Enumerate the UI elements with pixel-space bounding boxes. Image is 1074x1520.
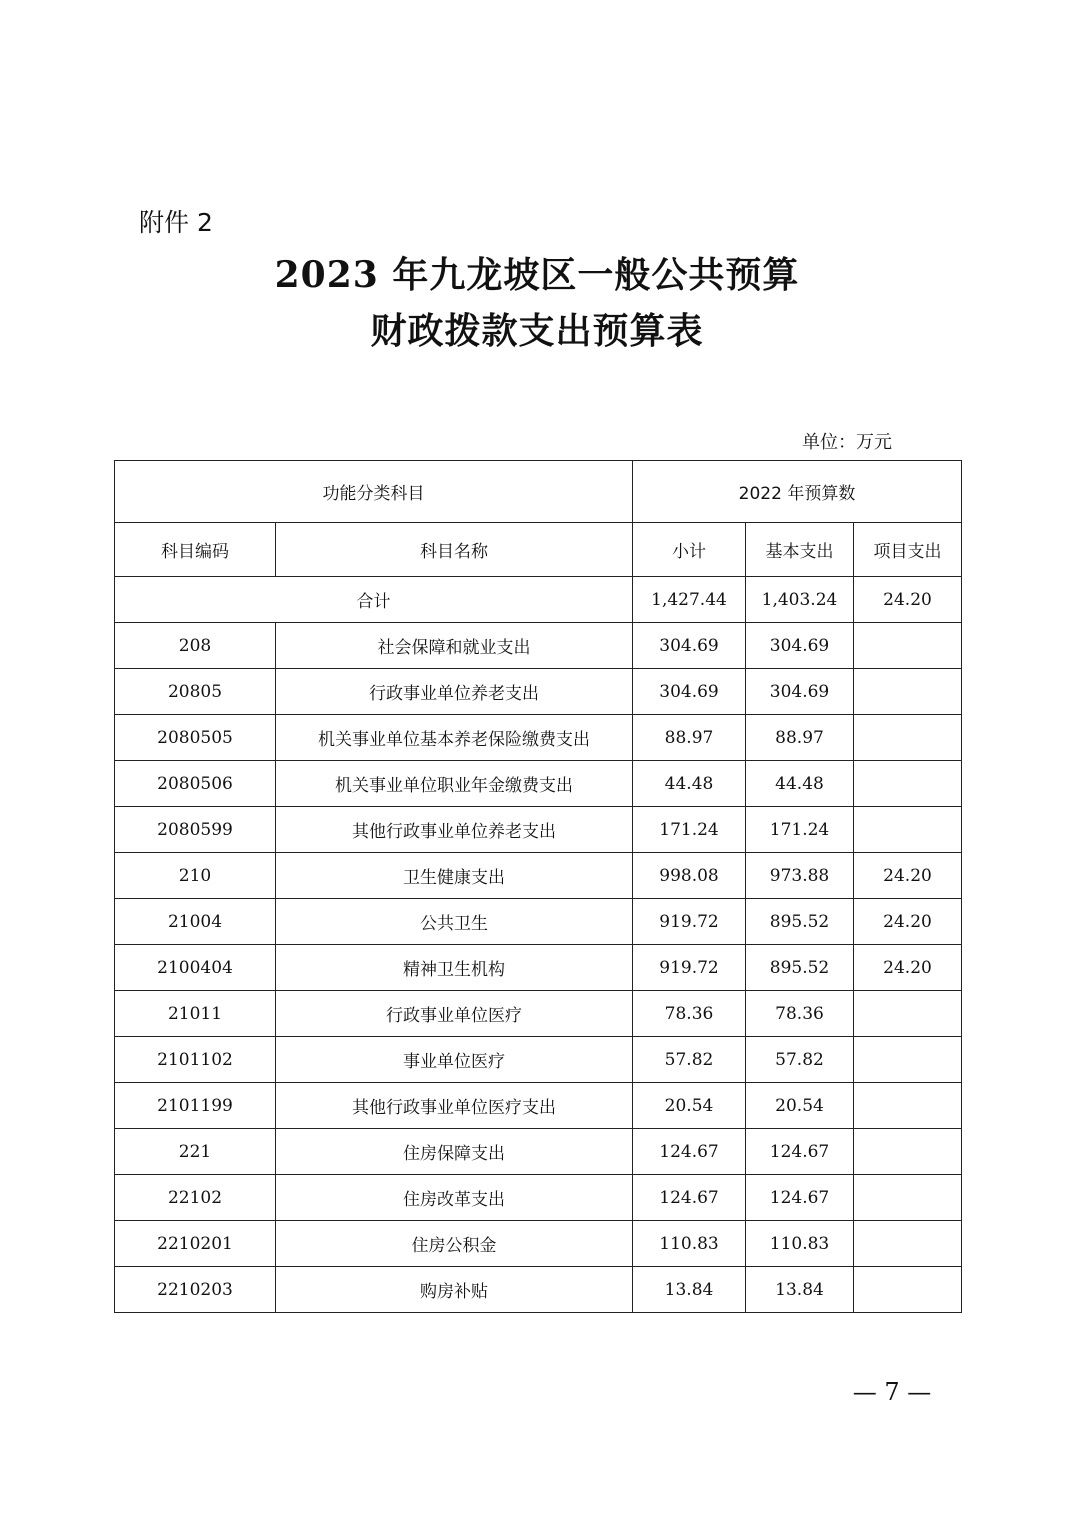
cell-project [854, 1037, 962, 1083]
header-column-row [115, 523, 962, 577]
header-basic: 基本支出 [746, 523, 854, 577]
cell-code: 22102 [115, 1175, 276, 1221]
total-label: 合计 [115, 577, 633, 623]
cell-name: 其他行政事业单位养老支出 [276, 807, 633, 853]
page-number: — 7 — [852, 1378, 932, 1406]
cell-code: 21011 [115, 991, 276, 1037]
table-row [115, 945, 962, 991]
cell-project [854, 1267, 962, 1313]
cell-code: 20805 [115, 669, 276, 715]
cell-name: 机关事业单位基本养老保险缴费支出 [276, 715, 633, 761]
cell-code: 2210203 [115, 1267, 276, 1313]
cell-subtotal: 57.82 [633, 1037, 746, 1083]
cell-subtotal: 78.36 [633, 991, 746, 1037]
table-row [115, 807, 962, 853]
cell-name: 住房改革支出 [276, 1175, 633, 1221]
header-name: 科目名称 [276, 523, 633, 577]
cell-subtotal: 88.97 [633, 715, 746, 761]
cell-subtotal: 998.08 [633, 853, 746, 899]
total-project: 24.20 [854, 577, 962, 623]
total-subtotal: 1,427.44 [633, 577, 746, 623]
document-title-line1: 2023 年九龙坡区一般公共预算 [274, 254, 800, 296]
cell-subtotal: 20.54 [633, 1083, 746, 1129]
cell-basic: 895.52 [746, 945, 854, 991]
cell-code: 2080599 [115, 807, 276, 853]
cell-subtotal: 124.67 [633, 1129, 746, 1175]
cell-subtotal: 124.67 [633, 1175, 746, 1221]
total-basic: 1,403.24 [746, 577, 854, 623]
cell-subtotal: 304.69 [633, 669, 746, 715]
table-row [115, 761, 962, 807]
cell-basic: 57.82 [746, 1037, 854, 1083]
cell-name: 社会保障和就业支出 [276, 623, 633, 669]
cell-subtotal: 44.48 [633, 761, 746, 807]
cell-project [854, 669, 962, 715]
cell-code: 2080506 [115, 761, 276, 807]
cell-basic: 171.24 [746, 807, 854, 853]
cell-project [854, 761, 962, 807]
cell-code: 2101199 [115, 1083, 276, 1129]
cell-subtotal: 304.69 [633, 623, 746, 669]
cell-subtotal: 919.72 [633, 945, 746, 991]
cell-code: 2101102 [115, 1037, 276, 1083]
cell-project [854, 623, 962, 669]
cell-name: 住房公积金 [276, 1221, 633, 1267]
cell-project: 24.20 [854, 853, 962, 899]
cell-basic: 44.48 [746, 761, 854, 807]
header-group-row [115, 461, 962, 523]
cell-project [854, 807, 962, 853]
table-row [115, 1083, 962, 1129]
table-row [115, 623, 962, 669]
header-code: 科目编码 [115, 523, 276, 577]
cell-basic: 895.52 [746, 899, 854, 945]
cell-code: 208 [115, 623, 276, 669]
cell-code: 2080505 [115, 715, 276, 761]
cell-basic: 20.54 [746, 1083, 854, 1129]
table-row [115, 669, 962, 715]
table-row [115, 853, 962, 899]
cell-subtotal: 13.84 [633, 1267, 746, 1313]
cell-project [854, 1083, 962, 1129]
table-row [115, 899, 962, 945]
table-row [115, 1037, 962, 1083]
cell-basic: 78.36 [746, 991, 854, 1037]
cell-name: 机关事业单位职业年金缴费支出 [276, 761, 633, 807]
cell-basic: 110.83 [746, 1221, 854, 1267]
cell-basic: 304.69 [746, 623, 854, 669]
cell-project [854, 991, 962, 1037]
cell-basic: 973.88 [746, 853, 854, 899]
cell-project [854, 1175, 962, 1221]
cell-basic: 124.67 [746, 1129, 854, 1175]
cell-name: 其他行政事业单位医疗支出 [276, 1083, 633, 1129]
cell-project [854, 1221, 962, 1267]
cell-basic: 304.69 [746, 669, 854, 715]
document-title-line2: 财政拨款支出预算表 [370, 310, 704, 352]
cell-name: 事业单位医疗 [276, 1037, 633, 1083]
cell-name: 行政事业单位养老支出 [276, 669, 633, 715]
cell-code: 210 [115, 853, 276, 899]
table-row [115, 1175, 962, 1221]
cell-project: 24.20 [854, 945, 962, 991]
header-budget-year: 2022 年预算数 [633, 461, 962, 523]
cell-name: 公共卫生 [276, 899, 633, 945]
cell-code: 221 [115, 1129, 276, 1175]
header-subtotal: 小计 [633, 523, 746, 577]
cell-basic: 13.84 [746, 1267, 854, 1313]
cell-name: 卫生健康支出 [276, 853, 633, 899]
unit-label: 单位：万元 [802, 432, 892, 453]
cell-project [854, 715, 962, 761]
cell-subtotal: 171.24 [633, 807, 746, 853]
cell-code: 2100404 [115, 945, 276, 991]
budget-table [114, 460, 962, 1313]
table-row [115, 1267, 962, 1313]
cell-project: 24.20 [854, 899, 962, 945]
header-functional-classification: 功能分类科目 [115, 461, 633, 523]
header-project: 项目支出 [854, 523, 962, 577]
cell-project [854, 1129, 962, 1175]
cell-basic: 88.97 [746, 715, 854, 761]
cell-name: 购房补贴 [276, 1267, 633, 1313]
cell-code: 21004 [115, 899, 276, 945]
table-row [115, 715, 962, 761]
table-row [115, 991, 962, 1037]
cell-name: 精神卫生机构 [276, 945, 633, 991]
cell-name: 行政事业单位医疗 [276, 991, 633, 1037]
table-row [115, 1129, 962, 1175]
attachment-label: 附件 2 [139, 208, 213, 237]
cell-name: 住房保障支出 [276, 1129, 633, 1175]
table-row [115, 1221, 962, 1267]
total-row [115, 577, 962, 623]
cell-basic: 124.67 [746, 1175, 854, 1221]
cell-code: 2210201 [115, 1221, 276, 1267]
cell-subtotal: 919.72 [633, 899, 746, 945]
cell-subtotal: 110.83 [633, 1221, 746, 1267]
